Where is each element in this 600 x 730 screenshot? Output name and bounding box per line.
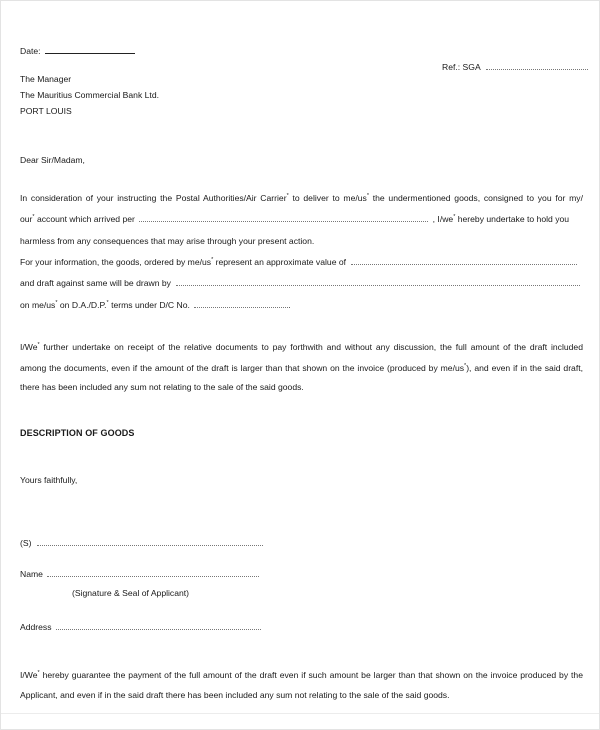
date-field-line[interactable] [45,46,135,54]
addressee-line-3: PORT LOUIS [20,106,72,116]
para2-line-3-row [20,300,291,310]
address-field-line[interactable] [56,622,261,630]
ref-field-line[interactable] [486,62,588,70]
addressee-line-1: The Manager [20,74,72,84]
signature-caption: (Signature & Seal of Applicant) [72,588,190,598]
date-row [20,46,135,56]
drawn-by-field-line[interactable] [176,278,580,286]
para2-line-3: on me/us* on D.A./D.P.* terms under D/C No. [20,300,190,310]
para2-line-1-row [20,257,577,267]
ref-label: Ref.: SGA [442,62,481,72]
signature-field-line[interactable] [37,538,263,546]
approx-value-field-line[interactable] [351,257,577,265]
para2-line-1: For your information, the goods, ordered by me/us* represent an approximate value of [20,257,347,267]
para2-line-2-row [20,278,580,288]
arrived-per-field-line[interactable] [139,214,428,222]
name-row [20,569,259,579]
guarantee-line-1: I/We* hereby guarantee the payment of the full amount of the draft even if such amount be larger than that shown on the invoice produced by the [20,670,583,680]
signature-label: (S) [20,538,32,548]
para1-line-1: In consideration of your instructing the Postal Authorities/Air Carrier* to deliver to me/us* the undermentioned goods, consigned to you for my/ [20,193,583,203]
para1-line-2-start: our* account which arrived per [20,214,135,224]
guarantee-line-2: Applicant, and even if in the said draft there has been included any sum not relating to the sale of the said goods. [20,690,450,700]
dc-number-field-line[interactable] [194,300,291,310]
salutation: Dear Sir/Madam, [20,155,85,165]
signature-row [20,538,263,548]
name-field-line[interactable] [47,569,259,577]
address-label: Address [20,622,52,632]
para3-line-1: I/We* further undertake on receipt of the relative documents to pay forthwith and without any discussion, the full amount of the draft included [20,342,583,352]
para2-line-2: and draft against same will be drawn by [20,278,171,288]
closing: Yours faithfully, [20,475,78,485]
para3-line-3: there has been included any sum not relating to the sale of the said goods. [20,382,304,392]
para3-line-2: among the documents, even if the amount of the draft is larger than that shown on the invoice (produced by me/us*), and even if in the said draft, [20,363,584,373]
para1-line-2 [20,214,583,224]
para1-line-2-end: , I/we* hereby undertake to hold you [432,214,570,224]
name-label: Name [20,569,43,579]
page-bottom-divider [1,713,599,714]
para1-line-3: harmless from any consequences that may arise through your present action. [20,236,315,246]
addressee-line-2: The Mauritius Commercial Bank Ltd. [20,90,159,100]
date-label: Date: [20,46,41,56]
ref-row [442,62,588,72]
para2-line-3-end: . [288,300,291,310]
address-row [20,622,261,632]
goods-heading: DESCRIPTION OF GOODS [20,428,135,438]
